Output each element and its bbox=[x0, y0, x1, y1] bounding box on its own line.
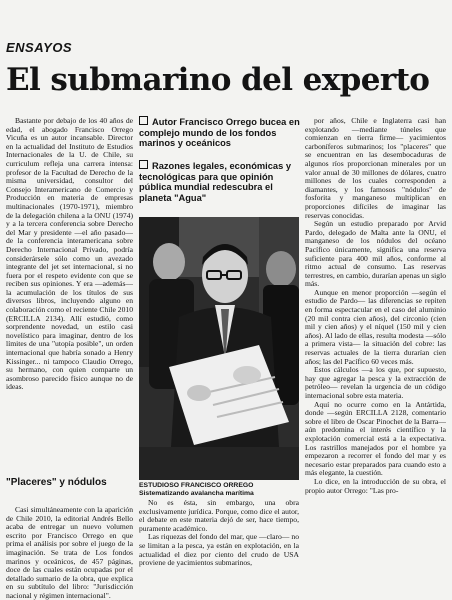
checkbox-bullet-icon bbox=[139, 116, 148, 125]
paragraph: Lo dice, en la introducción de su obra, el propio autor Orrego: "Las pro- bbox=[305, 476, 446, 495]
paragraph: Estos cálculos —a los que, por supuesto, hay que agregar la pesca y la extracción de petróleo— revelan la urgencia de un código internacional sobre esta materia. bbox=[305, 365, 446, 400]
photo-caption: Sistematizando avalancha marítima bbox=[139, 490, 254, 497]
body-column-left bbox=[6, 117, 133, 474]
paragraph: por años, Chile e Inglaterra casi han explotando —mediante túneles que comienzan en tierra firme— yacimientos carboníferos submarinos; los "placeres" que se encuentran en las desembocaduras de algunos ríos proporcionan minerales por un valor anual de 30 millones de dólares, cuatro millones de los cuales corresponden a diamantes, y los famosos "nódulos" de fosforita y manganeso multiplican en proporciones difíciles de imaginar las reservas conocidas. bbox=[305, 117, 446, 220]
paragraph: Las riquezas del fondo del mar, que —claro— no se limitan a la pesca, ya están en explotación, en la actualidad el diez por ciento del crudo de USA proviene de yacimientos submarinos, bbox=[139, 532, 299, 568]
photo-illustration bbox=[139, 217, 299, 480]
body-column-right bbox=[305, 117, 446, 600]
subheading: "Placeres" y nódulos bbox=[6, 477, 107, 488]
headline: El submarino del experto bbox=[6, 62, 430, 98]
section-tag: ENSAYOS bbox=[6, 40, 73, 55]
paragraph: Bastante por debajo de los 40 años de edad, el abogado Francisco Orrego Vicuña es un autor incansable. Director en la actualidad del Instituto de Estudios Internacionales de la U. de Chile, su curriculum refleja una carrera intensa: profesor de la Facultad de Derecho de la misma universidad, consultor del Consejo Interamericano de Comercio y Producción en materia de empresas multinacionales (1970-1971), miembro de la delegación chilena a la ONU (1974) y a la tercera conferencia sobre Derecho del Mar y presidente —el año pasado— de la conferencia interamericana sobre Derecho Internacional Privado, podría considerársele sólo como un avezado integrante del jet set internacional, si no fuera por el respeto evidente con que se reciben sus opiniones. Y era —además— la acumulación de los títulos de sus diversos libros, incluyendo alguno en colaboración como el reciente Chile 2010 (ERCILLA 2134). Allí estudió, como sorprendente novedad, un estilo casi novelístico para imaginar, dentro de los límites de una "utopía posible", un orden internacional que habría sonado a Henry Kissinger... ni tampoco Claudio Orrego, su hermano, con quien comparte un asombroso parecido físico aunque no de ideas. bbox=[6, 117, 133, 392]
deck-text: Autor Francisco Orrego bucea en complejo mundo de los fondos marinos y oceánicos bbox=[139, 117, 300, 149]
photo-francisco-orrego bbox=[139, 217, 299, 480]
paragraph: Aunque en menor proporción —según el estudio de Pardo— las diferencias se repiten en forma espectacular en el caso del aluminio (20 mil contra cien años), del circonio (cien mil y cien años) y el níquel (150 mil y cien años). Al lado de ellas, resulta modesta —sólo a primera vista— la situación del cobre: las reservas actuales de la tierra durarían cien años; las del Pacífico 60 veces más. bbox=[305, 287, 446, 366]
photo-caption-title: ESTUDIOSO FRANCISCO ORREGO bbox=[139, 482, 254, 489]
body-column-middle bbox=[139, 499, 299, 600]
body-column-left-bottom bbox=[6, 506, 133, 600]
paragraph: Aquí no ocurre como en la Antártida, donde —según ERCILLA 2128, comentario sobre el libro de Oscar Pinochet de la Barra— aún predomina el interés científico y la explotación comercial está a la expectativa. Los rastrillos manejados por el hombre ya empezaron a recorrer el fondo del mar y es necesario estar preparados para cuando esto a más elegante, la cuestión. bbox=[305, 399, 446, 478]
deck-item-1 bbox=[139, 116, 301, 149]
paragraph: No es ésta, sin embargo, una obra exclusivamente jurídica. Porque, como dice el autor, el debate en este materia dejó de ser, hace tiempo, puramente académico. bbox=[139, 499, 299, 533]
deck-text: Razones legales, económicas y tecnológicas para que opinión pública mundial redescubra el planeta "Agua" bbox=[139, 161, 291, 203]
checkbox-bullet-icon bbox=[139, 160, 148, 169]
deck-item-2 bbox=[139, 160, 301, 203]
paragraph: Según un estudio preparado por Arvid Pardo, delegado de Malta ante la ONU, el manganeso de los nódulos del océano Pacífico únicamente, significa una reserva suficiente para 400 mil años, conforme al ritmo actual de consumo. Las reservas terrestres, en cambio, durarían apenas un siglo más. bbox=[305, 219, 446, 289]
paragraph: Casi simultáneamente con la aparición de Chile 2010, la editorial Andrés Bello acaba de entregar un nuevo volumen escrito por Francisco Orrego en que prima el análisis por sobre el juego de la imaginación. Se trata de Los fondos marinos y oceánicos, de 457 páginas, doce de las cuales están ocupadas por el detallado sumario de la obra, que explica en su subtítulo del libro: "Jurisdicción nacional y régimen internacional". bbox=[6, 506, 133, 600]
